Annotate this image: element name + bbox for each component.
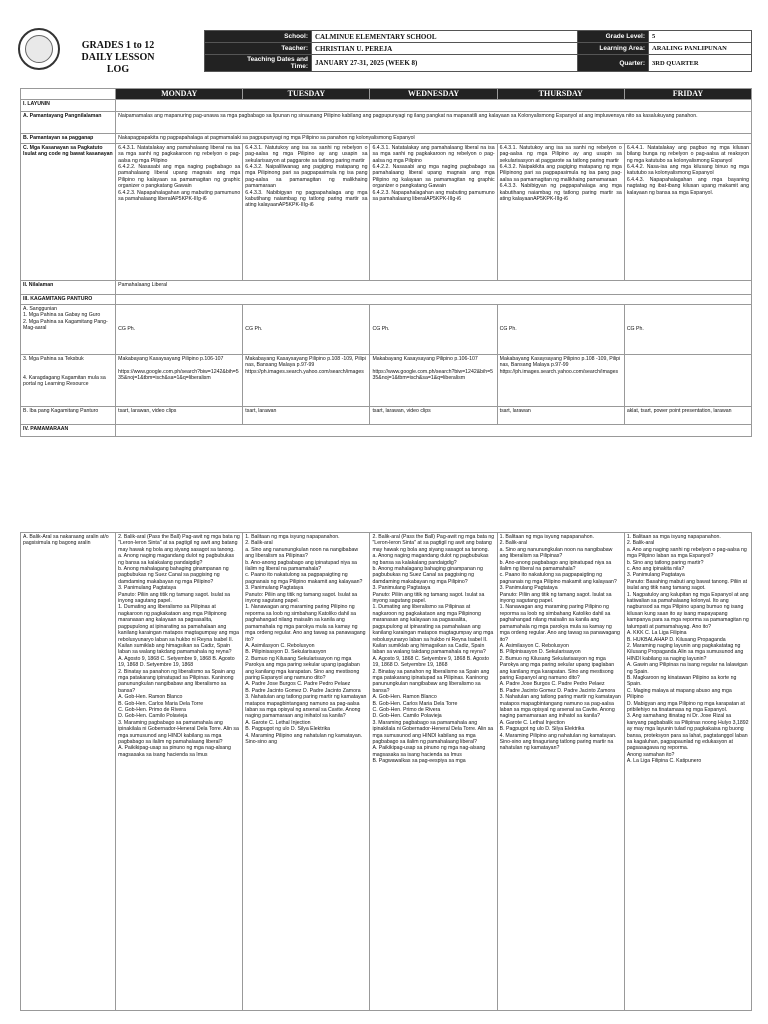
pamamaraan-label: IV. PAMAMARAAN <box>21 424 116 436</box>
teacher-label: Teacher: <box>205 43 312 55</box>
pamantayan-pagganap-text: Nakapagpapakita ng pagpapahalaga at pagmamalaki sa pagpupunyagi ng mga Pilipino sa panahon ng kolonyalismong Espanyol <box>116 134 752 143</box>
page-title <box>72 40 164 76</box>
dates-label <box>205 55 312 72</box>
school-label: School: <box>205 31 312 43</box>
balik-aral-tuesday: 1. Balitaan ng mga isyung napapanahon. 2. Balik-aral a. Sino ang nanunungkulan noon na nangibabaw ang liberalism sa Pilipinas? b. Ano-anong pagbabago ang ipinatupad niya sa ilalim ng liberal na pamamahala? c. Paano ito nakatulong sa pagpapaigting ng pagnanais ng mga Pilipino makamit ang kalayaan? 3. Panimulang Pagtataya Panuto: Piliin ang titik ng tamang sagot. Isulat sa inyong sagutang papel. 1. Nanawagan ang maraming paring Pilipino ng reporma sa loob ng simbahang Katoliko dahil sa paghahangad nilang maisalin sa kanila ang pamamahala ng mga parokya mula sa kamay ng mga ordeng regular. Ano ang tawag sa panawagang ito? A. Asimilasyon C. Rebolusyon B. Pilipinisasyon D. Sekularisasyon 2. Bumuo ng Kilusang Sekularisasyon ng mga Parokya ang mga paring sekular upang ipaglaban ang kanilang mga karapatan. Sino ang mestisong paring Espanyol ang namuno dito? A. Padre Jose Burgos C. Padre Pedro Pelaez B. Padre Jacinto Gomez D. Padre Jacinto Zamora 3. Nahatulan ang tatlong paring martir ng kamatayan matapos mapagbintangang namuno sa pag-aalsa laban sa mga opisyal ng arsenal sa Cavite. Anong naging pamamaraan ang inihatol sa kanila? A. Garote C. Lethal Injection B. Pagpugot ng ulo D. Silya Elektrika 4. Maraming Pilipino ang nahatulan ng kamatayan. Sino-sino ang <box>243 533 370 1011</box>
teacher-value: CHRISTIAN U. PEREJA <box>312 43 578 55</box>
pamantayang-pangnilalaman-label: A. Pamantayang Pangnilalaman <box>21 112 116 134</box>
iba-pang-kagamitan-friday: aklat, tsart, power point presentation, larawan <box>624 406 751 424</box>
sanggunian-tuesday: CG Ph. <box>243 304 370 354</box>
title-line-1: GRADES 1 to 12 <box>81 40 155 51</box>
grade-value: 5 <box>649 31 752 43</box>
school-value: CALMINUE ELEMENTARY SCHOOL <box>312 31 578 43</box>
day-header-friday: FRIDAY <box>624 89 751 100</box>
day-header-tuesday: TUESDAY <box>243 89 370 100</box>
iba-pang-kagamitan-monday: tsart, larawan, video clips <box>116 406 243 424</box>
balik-aral-thursday: 1. Balitaan ng mga isyung napapanahon. 2. Balik-aral a. Sino ang nanunungkulan noon na nangibabaw ang liberalism sa Pilipinas? b. Ano-anong pagbabago ang ipinatupad niya sa ilalim ng liberal na pamamahala? c. Paano ito nakatulong sa pagpapaigting ng pagnanais ng mga Pilipino makamit ang kalayaan? 3. Panimulang Pagtataya Panuto: Piliin ang titik ng tamang sagot. Isulat sa inyong sagutang papel. 1. Nanawagan ang maraming paring Pilipino ng reporma sa loob ng simbahang Katoliko dahil sa paghahangad nilang maisalin sa kanila ang pamamahala ng mga parokya mula sa kamay ng mga ordeng regular. Ano ang tawag sa panawagang ito? A. Asimilasyon C. Rebolusyon B. Pilipinisasyon D. Sekularisasyon 2. Bumuo ng Kilusang Sekularisasyon ng mga Parokya ang mga paring sekular upang ipaglaban ang kanilang mga karapatan. Sino ang mestisong paring Espanyol ang namuno dito? A. Padre Jose Burgos C. Padre Pedro Pelaez B. Padre Jacinto Gomez D. Padre Jacinto Zamora 3. Nahatulan ang tatlong paring martir ng kamatayan matapos mapagbintangang namuno sa pag-aalsa laban sa mga opisyal ng arsenal sa Cavite. Anong naging pamamaraan ang inihatol sa kanila? A. Garote C. Lethal Injection B. Pagpugot ng ulo D. Silya Elektrika 4. Maraming Pilipino ang nahatulan ng kamatayan. Sino-sino ang tinaguriang tatlong paring martir na nahatulan ng kamatayan? <box>497 533 624 1011</box>
sanggunian-wednesday: CG Ph. <box>370 304 497 354</box>
kagamitan-blank <box>116 294 752 304</box>
sanggunian-label: A. Sanggunian 1. Mga Pahina sa Gabay ng Guro 2. Mga Pahina sa Kagamitang Pang- Mag-aaral <box>21 304 116 354</box>
iba-pang-kagamitan-thursday: tsart, larawan <box>497 406 624 424</box>
kagamitan-label: III. KAGAMITANG PANTURO <box>21 294 116 304</box>
balik-aral-friday: 1. Balitaan sa mga isyung napapanahon. 2. Balik-aral a. Ano ang naging sanhi ng rebelyon o pag-aalsa ng mga Pilipino laban sa mga Espanyol? b. Sino ang tatlong paring martir? c. Ano ang ipinakita nila? 3. Panimulang Pagtataya Panuto: Basahing mabuti ang bawat tanong. Piliin at isulat ang titik nang tamang sagot. 1. Nagpatuloy ang kalupitan ng mga Espanyol at ang katiwalian sa pamahalaang kolonyal. Ito ang nagbunsod sa mga Pilipino upang bumuo ng isang kilusan kung saan ito ay isang mapayapang kampanya para sa mga reporma sa pamamagitan ng talumpati at pamamahayag. Ano ito? A. KKK C. La Liga Filipina B. HUKBALAHAP D. Kilusang Propaganda 2. Maraming naging layunin ang pagkakatatag ng Kilusang Propaganda.Alin sa mga sumusunod ang HINDI kabilang sa naging layunin? A. Gawin ang Pilipinas na isang regular na lalawigan ng Spain. B. Magkaroon ng kinatawan Pilipino sa korte ng Spain. C. Maging malaya at mapang abuso ang mga Pilipino D. Mabigyan ang mga Pilipino ng mga karapatan at pribilehiyo na tinatamasa ng mga Espanyol. 3. Ang samahang itinatag ni Dr. Jose Rizal sa kanyang pagbabalik sa Pilipinas noong Hulyo 3,1892 ay may mga layunin tulad ng pagkakaisa ng buong bansa, proteksyon para sa lahat, pagtatanggol laban sa kagaluhan, pagpapaunlad ng edukasyon at pagsasagawa ng reporma. Anong samahan ito? A. La Liga Filipina C. Katipunero <box>624 533 751 1011</box>
lesson-table-top <box>20 88 752 437</box>
dates-label-line-2: Time: <box>290 63 308 70</box>
kasanayan-monday: 6.4.3.1. Natatalakay ang pamahalaang liberal na isa sa mga sanhi ng pagkakaroon ng rebelyon o pag-aalsa ng mga Pilipino 6.4.2.2. Nasasabi ang mga naging pagbabago sa pamahalaang liberal upang magnais ang mga Pilipino ng kalayaan sa pamamagitan ng graphic organizer o pangkatang Gawain 6.4.2.3. Napapahalagahan ang mabuting pamumuno sa pamahalaang liberalAP5KPK-IIIg-i6 <box>116 143 243 280</box>
title-line-2: DAILY LESSON LOG <box>81 52 155 75</box>
kasanayan-tuesday: 6.4.3.1. Natutukoy ang isa sa sanhi ng rebelyon o pag-aalsa ng mga Pilipino ay ang usapin sa sekularisasyon at paggarote sa tatlong paring martir 6.4.3.2. Naipaliliwanag ang pagiging matapang ng mga Pilipinong pari sa pagpapasimula ng isa pang pag-aalsa sa pamamagitan ng malikhaing pamamaraan 6.4.3.3. Nabibigyan ng pagpapahalaga ang mga kabutihang naiambag ng tatlong paring martir sa ating kalayaanAP5KPK-IIIg-i6 <box>243 143 370 280</box>
kasanayan-thursday: 6.4.3.1. Natutukoy ang isa sa sanhi ng rebelyon o pag-aalsa ng mga Pilipino ay ang usapin sa sekularisasyon at paggarote sa tatlong paring martir 6.4.3.2. Naipakikita ang pagiging matapang ng mga Pilipinong pari sa pagpapasimula ng isa pang pag-aalsa sa pamamagitan ng malikhaing pamamaraan 6.4.3.3. Nabibigyan ng pagpapahalaga ang mga kabutihang naiambag ng tatlong paring martir sa ating kalayaanAP5KPK-IIIg-i6 <box>497 143 624 280</box>
pamamaraan-blank <box>116 424 752 436</box>
area-label: Learning Area: <box>578 43 649 55</box>
dates-value: JANUARY 27-31, 2025 (WEEK 8) <box>312 55 578 72</box>
day-header-monday: MONDAY <box>116 89 243 100</box>
nilalaman-label: II. Nilalaman <box>21 280 116 294</box>
area-value: ARALING PANLIPUNAN <box>649 43 752 55</box>
iba-pang-kagamitan-wednesday: tsart, larawan, video clips <box>370 406 497 424</box>
quarter-label: Quarter: <box>578 55 649 72</box>
balik-aral-monday: 2. Balik-aral (Pass the Ball) Pag-awit ng mga bata ng "Leron-leron Sinta" at sa pagtigil ng awit ang batang may hawak ng bola ang siyang sasagot sa tanong. a. Anong naging magandang dulot ng pagbubukas ng bansa sa kalakalang pandaigdig? b. Anong mahalagang bahaging ginampanan ng pagbubukas ng Suez Canal sa paggising ng damdaming makabayan ng mga Pilipino? 3. Panimulang Pagtataya Panuto: Piliin ang titik ng tamang sagot. Isulat sa inyong sagutang papel. 1. Dumating ang liberalismo sa Pilipinas at nagkaroon ng pagkakataon ang mga Pilipinong maranasan ang kalayaan sa pagsasalita, pagpupulong at ipinarating sa pamahalaan ang kanilang karaingan matapos magtagumpay ang mga rebolusyunaryo laban sa hukbo ni Reyna Isabel II. Kailan sumiklab ang himagsikan sa Cadiz, Spain laban sa walang takdang pamamahala ng reyna? A. Agosto 9, 1868 C. Setyembre 9, 1868 B. Agosto 19, 1868 D. Setyembre 19, 1868 2. Binatay sa panahon ng liberalismo sa Spain ang mga patakarang ipinatupad sa Pilipinas. Kaninong panunungkulan nangibabaw ang liberalismo sa bansa? A. Gob-Hen. Ramon Blanco B. Gob-Hen. Carlos Maria Dela Torre C. Gob-Hen. Primo de Rivera D. Gob-Hen. Camilo Polavieja 3. Maraming pagbabago sa pamamahala ang ipinakilala ni Gobernador-Heneral Dela Torre. Alin sa mga sumusunod ang HINDI kabilang sa mga pagbabago sa ilalim ng pamahalaang liberal? A. Paikikipag-usap sa pinuno ng mga nag-alsang magsasaka sa isang hacienda sa Imus <box>116 533 243 1011</box>
balik-aral-wednesday: 2. Balik-aral (Pass the Ball) Pag-awit ng mga bata ng "Leron-leron Sinta" at sa pagtigil ng awit ang batang may hawak ng bola ang siyang sasagot sa tanong. a. Anong naging magandang dulot ng pagbubukas ng bansa sa kalakalang pandaigdig? b. Anong mahalagang bahaging ginampanan ng pagbubukas ng Suez Canal sa paggising ng damdaming makabayan ng mga Pilipino? 3. Panimulang Pagtataya Panuto: Piliin ang titik ng tamang sagot. Isulat sa inyong sagutang papel. 1. Dumating ang liberalismo sa Pilipinas at nagkaroon ng pagkakataon ang mga Pilipinong maranasan ang kalayaan sa pagsasalita, pagpupulong at ipinarating sa pamahalaan ang kanilang karaingan matapos magtagumpay ang mga rebolusyunaryo laban sa hukbo ni Reyna Isabel II. Kailan sumiklab ang himagsikan sa Cadiz, Spain laban sa walang takdang pamamahala ng reyna? A. Agosto 9, 1868 C. Setyembre 9, 1868 B. Agosto 19, 1868 D. Setyembre 19, 1868 2. Binatay sa panahon ng liberalismo sa Spain ang mga patakarang ipinatupad sa Pilipinas. Kaninong panunungkulan nangibabaw ang liberalismo sa bansa? A. Gob-Hen. Ramon Blanco B. Gob-Hen. Carlos Maria Dela Torre C. Gob-Hen. Primo de Rivera D. Gob-Hen. Camilo Polavieja 3. Maraming pagbabago sa pamamahala ang ipinakilala ni Gobernador-Heneral Dela Torre. Alin sa mga sumusunod ang HINDI kabilang sa mga pagbabago sa ilalim ng pamahalaang liberal? A. Paikikipag-usap sa pinuno ng mga nag-alsang magsasaka sa isang hacienda sa Imus B. Pagwawalkas sa pag-eespiya sa mga <box>370 533 497 1011</box>
sanggunian-friday: CG Ph. <box>624 304 751 354</box>
layunin-label: I. LAYUNIN <box>21 100 116 112</box>
kasanayan-label: C. Mga Kasanayan sa Pagkatuto Isulat ang code ng bawat kasanayan <box>21 143 116 280</box>
sanggunian-thursday: CG Ph. <box>497 304 624 354</box>
grade-label: Grade Level: <box>578 31 649 43</box>
iba-pang-kagamitan-label: B. Iba pang Kagamitang Panturo <box>21 406 116 424</box>
pamantayan-pagganap-label: B. Pamantayan sa pagganap <box>21 134 116 143</box>
teksbuk-friday <box>624 354 751 406</box>
kasanayan-friday: 6.4.4.1. Natatalakay ang pagbuo ng mga kilusan bilang bunga ng rebelyon o pag-aalsa at reaksyon ng mga katutubo sa kolonyalismong Espanyol 6.4.4.2. Nasa-isa ang mga kilusang binuo ng mga katutubo sa kolonyalismong Espanyol 6.4.4.3. Napapahalagahan ang mga bayaning nagtatag ng ibat-ibang kilusan upang makamit ang kalayaan ng bansa sa mga Espanyol. <box>624 143 751 280</box>
teksbuk-tuesday: Makabayang Kasaysayang Pilipino p.108 -109, Pilipinas, Bansang Malaya p.97-99 https://ph.images.search.yahoo.com/search/images <box>243 354 370 406</box>
teksbuk-label: 3. Mga Pahina sa Teksbuk 4. Karagdagang Kagamitan mula sa portal ng Learning Resource <box>21 354 116 406</box>
teksbuk-monday: Makabayang Kasaysayang Pilipino p.106-107 https://www.google.com.ph/search?biw=1242&bih=535&noj=1&tbm=isch&sa=1&q=liberalism <box>116 354 243 406</box>
sanggunian-monday: CG Ph. <box>116 304 243 354</box>
iba-pang-kagamitan-tuesday: tsart, larawan <box>243 406 370 424</box>
deped-seal-logo <box>18 28 60 70</box>
pamantayang-pangnilalaman-text: Naipamamalas ang mapanuring pag-unawa sa mga pagbabago sa lipunan ng sinaunang Pilipino kabilang ang pagpupunyagi ng ilang pangkat na mapanatili ang kalayaan sa Kolonyalismong Espanyol at ang impluwensya nito sa kasalukuyang panahon. <box>116 112 752 134</box>
day-header-thursday: THURSDAY <box>497 89 624 100</box>
teksbuk-thursday: Makabayang Kasaysayang Pilipino p.108 -109, Pilipinas, Bansang Malaya p.97-99 https://ph.images.search.yahoo.com/search/images <box>497 354 624 406</box>
teksbuk-wednesday: Makabayang Kasaysayang Pilipino p.106-107 https://www.google.com.ph/search?biw=1242&bih=535&noj=1&tbm=isch&sa=1&q=liberalism <box>370 354 497 406</box>
quarter-value: 3RD QUARTER <box>649 55 752 72</box>
nilalaman-text: Pamahalaang Liberal <box>116 280 752 294</box>
layunin-blank <box>116 100 752 112</box>
kasanayan-wednesday: 6.4.3.1. Natatalakay ang pamahalaang liberal na isa sa mga sanhi ng pagkakaroon ng rebelyon o pag-aalsa ng mga Pilipino 6.4.2.2. Nasasabi ang mga naging pagbabago sa pamahalaang liberal upang magnais ang mga Pilipino ng kalayaan sa pamamagitan ng graphic organizer o pangkatang Gawain 6.4.2.3. Napapahalagahan ang mabuting pamumuno sa pamahalaang liberalAP5KPK-IIIg-i6 <box>370 143 497 280</box>
day-header-wednesday: WEDNESDAY <box>370 89 497 100</box>
dates-label-line-1: Teaching Dates and <box>247 56 308 63</box>
header-info-table <box>204 30 752 72</box>
balik-aral-label: A. Balik-Aral sa nakaraang aralin at/o pagsisimula ng bagong aralin <box>21 533 116 1011</box>
corner-cell <box>21 89 116 100</box>
lesson-table-bottom <box>20 532 752 1011</box>
